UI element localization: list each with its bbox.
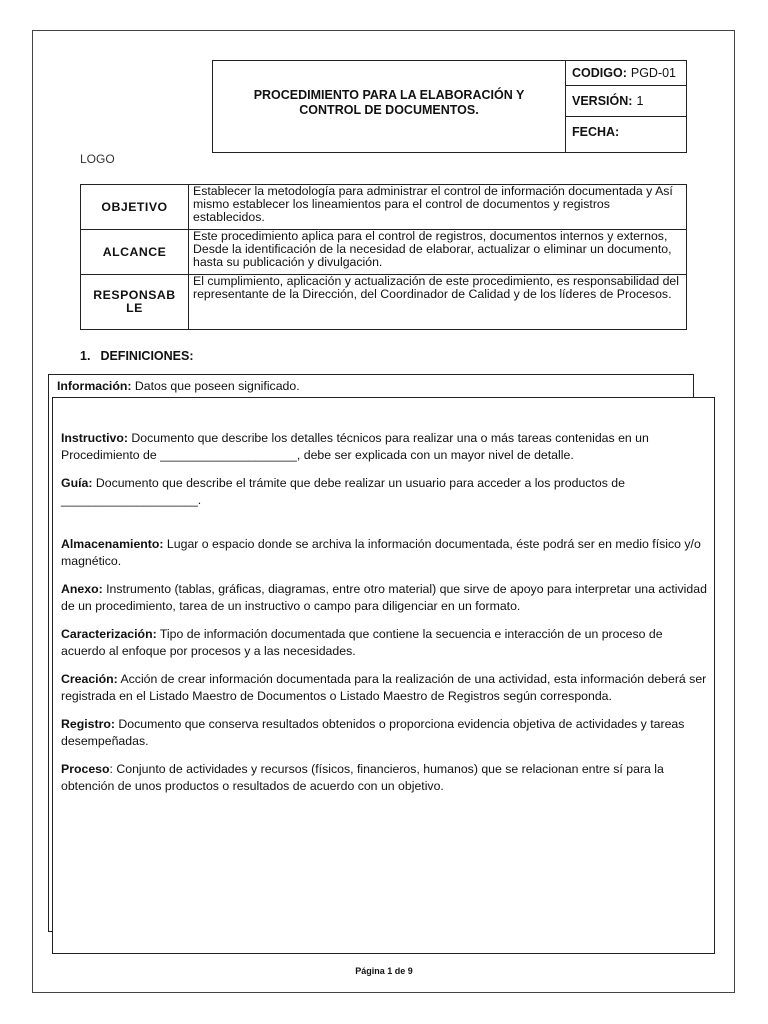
version-label: VERSIÓN: — [572, 94, 633, 108]
section-heading — [80, 349, 194, 363]
definition-informacion — [57, 379, 300, 393]
definition-term: Registro: — [61, 717, 115, 731]
definition-text: Tipo de información documentada que contiene la secuencia e interacción de un proceso de acuerdo al enfoque por procesos y a las necesidades. — [61, 627, 663, 658]
fecha-label: FECHA: — [572, 124, 620, 139]
definition-text: Lugar o espacio donde se archiva la información documentada, éste podrá ser en medio físico y/o magnético. — [61, 537, 701, 568]
definition-almacenamiento — [61, 536, 707, 569]
row-key: OBJETIVO — [81, 185, 189, 230]
definition-guia — [61, 475, 707, 508]
definition-text: Documento que describe los detalles técnicos para realizar una o más tareas contenidas en un Procedimiento de ____________________, debe ser explicada con un mayor nivel de detalle. — [61, 431, 649, 462]
document-header — [212, 60, 687, 153]
table-row — [81, 185, 687, 230]
codigo-row — [566, 61, 686, 85]
definition-term: Anexo: — [61, 582, 103, 596]
definitions-list — [61, 430, 707, 794]
page-number: Página 1 de 9 — [355, 966, 413, 976]
version-row — [566, 85, 686, 116]
definition-anexo — [61, 581, 707, 614]
definition-term: Proceso — [61, 762, 110, 776]
definition-text: Documento que describe el trámite que debe realizar un usuario para acceder a los productos de ____________________. — [61, 476, 625, 507]
fecha-row — [566, 116, 686, 152]
section-number: 1. — [80, 349, 91, 363]
definition-term: Creación: — [61, 672, 118, 686]
row-key: RESPONSAB LE — [81, 275, 189, 330]
definition-text: Datos que poseen significado. — [131, 379, 300, 393]
row-value: Este procedimiento aplica para el control de registros, documentos internos y externos, Desde la identificación de la necesidad de elaborar, actualizar o eliminar un documento, hasta su publicación y divulgación. — [189, 230, 687, 275]
row-value: Establecer la metodología para administrar el control de información documentada y Así mismo establecer los lineamientos para el control de documentos y registros establecidos. — [189, 185, 687, 230]
definition-term: Guía: — [61, 476, 93, 490]
logo-placeholder: LOGO — [80, 152, 115, 166]
row-key: ALCANCE — [81, 230, 189, 275]
definition-instructivo — [61, 430, 707, 463]
codigo-label: CODIGO: — [572, 66, 627, 80]
definition-term: Almacenamiento: — [61, 537, 164, 551]
table-row — [81, 230, 687, 275]
definition-text: : Conjunto de actividades y recursos (físicos, financieros, humanos) que se relacionan entre sí para la obtención de unos productos o resultados de acuerdo con un objetivo. — [61, 762, 664, 793]
definition-proceso — [61, 761, 707, 794]
codigo-value: PGD-01 — [630, 66, 677, 80]
definition-text: Acción de crear información documentada para la realización de una actividad, esta información deberá ser registrada en el Listado Maestro de Documentos o Listado Maestro de Registros según corresponda. — [61, 672, 707, 703]
definition-term: Caracterización: — [61, 627, 157, 641]
definition-text: Instrumento (tablas, gráficas, diagramas, entre otro material) que sirve de apoyo para interpretar una actividad de un procedimiento, tarea de un instructivo o campo para diligenciar en un formato. — [61, 582, 707, 613]
definition-registro — [61, 716, 707, 749]
document-meta — [565, 61, 686, 152]
row-value: El cumplimiento, aplicación y actualización de este procedimiento, es responsabilidad del representante de la Dirección, del Coordinador de Calidad y de los líderes de Procesos. — [189, 275, 687, 330]
definition-term: Instructivo: — [61, 431, 128, 445]
document-title: PROCEDIMIENTO PARA LA ELABORACIÓN Y CONTROL DE DOCUMENTOS. — [253, 87, 525, 117]
table-row — [81, 275, 687, 330]
section-title: DEFINICIONES: — [100, 349, 194, 363]
version-value: 1 — [636, 94, 644, 108]
definition-creacion — [61, 671, 707, 704]
objective-table — [80, 184, 687, 330]
definition-text: Documento que conserva resultados obtenidos o proporciona evidencia objetiva de actividades y tareas desempeñadas. — [61, 717, 685, 748]
definition-caracterizacion — [61, 626, 707, 659]
definition-term: Información: — [57, 379, 132, 393]
